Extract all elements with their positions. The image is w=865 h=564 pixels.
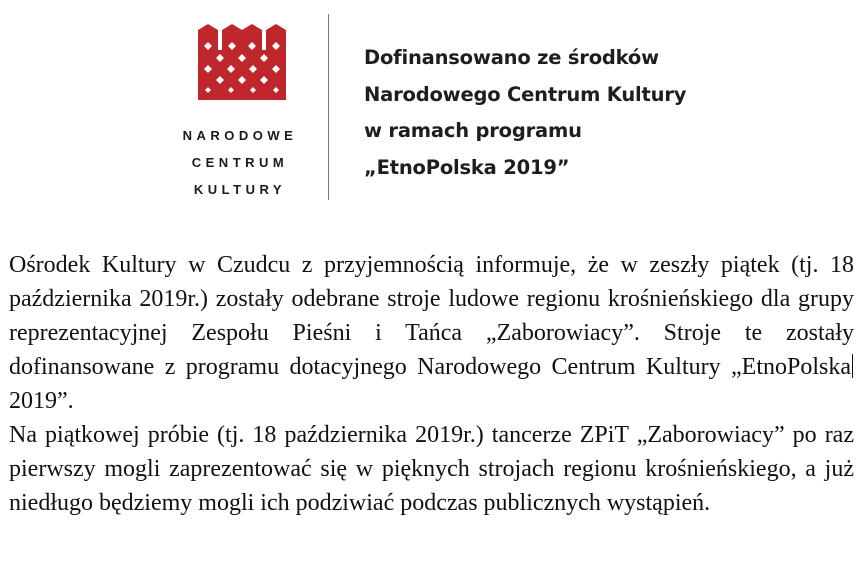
paragraph-1-text-end: 2019”. bbox=[9, 388, 74, 414]
text-cursor bbox=[852, 354, 853, 378]
funding-line-3: w ramach programu bbox=[364, 119, 582, 142]
article-body[interactable] bbox=[9, 248, 854, 520]
logo-line-1: NARODOWE bbox=[182, 128, 298, 143]
header-divider bbox=[328, 14, 329, 200]
funding-notice bbox=[364, 40, 686, 186]
logo-line-3: KULTURY bbox=[193, 182, 287, 197]
funding-line-4: „EtnoPolska 2019” bbox=[364, 155, 570, 179]
logo-line-2: CENTRUM bbox=[191, 155, 289, 170]
article-paragraph-2[interactable]: Na piątkowej próbie (tj. 18 października 2019r.) tancerze ZPiT „Zaborowiacy” po raz pierwszy mogli zaprezentować się w pięknych strojach regionu krośnieńskiego, a już niedługo będziemy mogli ich podziwiać podczas publicznych wystąpień. bbox=[9, 422, 854, 516]
funding-line-1: Dofinansowano ze środków bbox=[364, 46, 659, 69]
logo-wordmark bbox=[172, 122, 308, 203]
paragraph-1-text-start: Ośrodek Kultury w Czudcu z przyjemnością informuje, że w zeszły piątek (tj. 18 października 2019r.) zostały odebrane stroje ludowe regionu krośnieńskiego dla grupy reprezentacyjnej Zespołu Pieśni i Tańca „Zaborowiacy”. Stroje te zostały dofinansowane z programu dotacyjnego Narodowego Centrum Kultury „EtnoPolska bbox=[9, 252, 854, 380]
crown-logo-icon bbox=[198, 24, 286, 106]
article-paragraph-1[interactable] bbox=[9, 248, 854, 418]
funding-line-2: Narodowego Centrum Kultury bbox=[364, 82, 687, 106]
header bbox=[0, 0, 865, 215]
